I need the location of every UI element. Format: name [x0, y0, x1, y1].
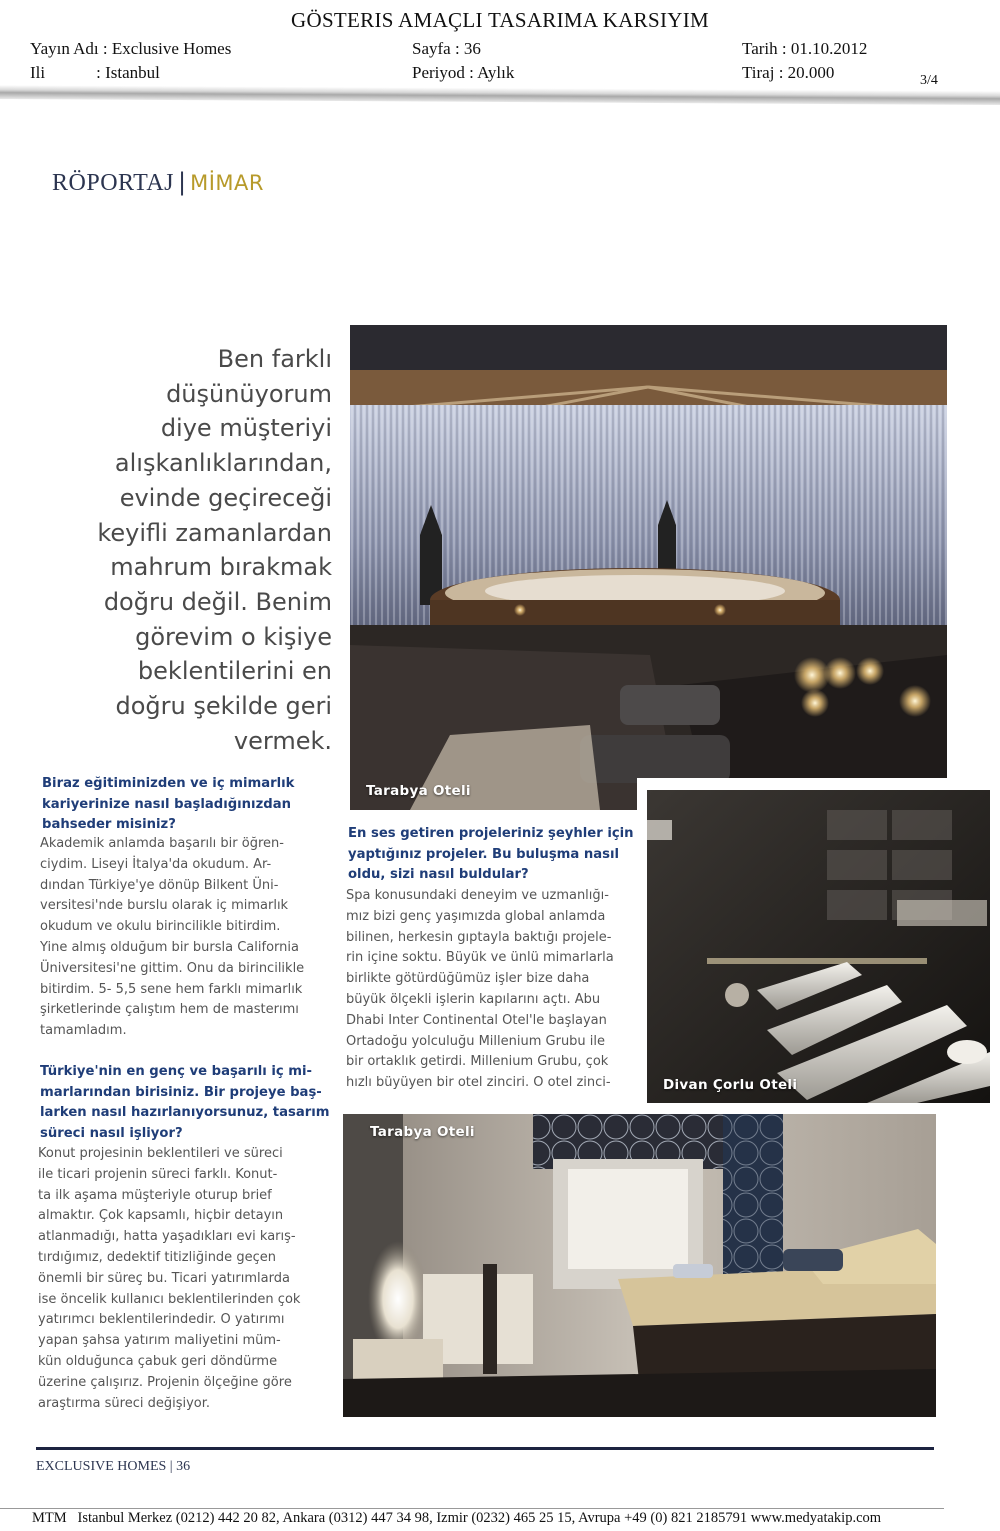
photo-loungers	[647, 790, 990, 1103]
pull-quote	[60, 342, 332, 758]
answer-line: atlanmadığı, hatta yaşadıkları evi karış-	[38, 1229, 296, 1245]
answer-line: araştırma süreci değişiyor.	[38, 1395, 211, 1411]
section-main: RÖPORTAJ	[52, 170, 174, 196]
contact-divider	[0, 1508, 944, 1509]
answer-line: önemli bir süreç bu. Ticari yatırımlarda	[38, 1270, 290, 1286]
question-line: kariyerinize nasıl başladığınızdan	[42, 796, 291, 812]
city: Ili : Istanbul	[30, 63, 160, 82]
answer-line: versitesi'nde burslu olarak iç mimarlık	[40, 898, 289, 914]
pull-quote-line: görevim o kişiye	[135, 622, 332, 651]
spa-pool-image	[350, 325, 947, 810]
question-line: Biraz eğitiminizden ve iç mimarlık	[42, 776, 295, 791]
answer-line: ta ilk aşama müşteriyle oturup brief	[38, 1187, 272, 1203]
answer-sheikh-projects	[346, 886, 614, 1094]
answer-line: ise öncelik kullanıcı beklentilerinden çok	[38, 1291, 301, 1307]
scan-divider	[0, 85, 1000, 105]
page-count: 3/4	[920, 73, 938, 88]
answer-line: Üniversitesi'ne gittim. Onu da birincilikle	[40, 960, 305, 976]
answer-line: bitirdim. 5- 5,5 sene hem farklı mimarlık	[40, 981, 303, 997]
answer-line: almaktır. Çok kapsamlı, hiçbir detayın	[38, 1208, 284, 1224]
photo-spa-pool	[350, 325, 947, 810]
pull-quote-line: keyifli zamanlardan	[97, 518, 332, 547]
section-header	[52, 168, 264, 197]
question-sheikh-projects	[348, 824, 634, 886]
answer-line: Dhabi Inter Continental Otel'le başlayan	[346, 1012, 607, 1028]
photo-caption: Divan Çorlu Oteli	[663, 1077, 798, 1093]
question-line: süreci nasıl işliyor?	[40, 1125, 183, 1141]
pull-quote-line: beklentilerini en	[137, 657, 332, 686]
date: Tarih : 01.10.2012	[742, 39, 868, 58]
answer-line: okudum ve okulu birincilikle bitirdim.	[40, 919, 281, 935]
photo-caption: Tarabya Oteli	[370, 1124, 475, 1140]
answer-line: Yine almış olduğum bir bursla California	[40, 939, 299, 955]
pull-quote-line: Ben farklı	[217, 345, 332, 373]
section-separator: |	[178, 168, 187, 196]
question-line: oldu, sizi nasıl buldular?	[348, 867, 529, 882]
pull-quote-line: diye müşteriyi	[160, 414, 332, 443]
pull-quote-line: mahrum bırakmak	[110, 553, 332, 582]
question-education	[42, 774, 294, 836]
publication-name: Yayın Adı : Exclusive Homes	[30, 39, 232, 58]
pull-quote-line: evinde geçireceği	[119, 483, 332, 512]
page-number: Sayfa : 36	[412, 39, 481, 58]
circulation: Tiraj : 20.000	[742, 63, 835, 82]
pull-quote-line: doğru şekilde geri	[115, 692, 332, 721]
answer-line: tamamladım.	[40, 1023, 127, 1039]
answer-line: üzerine çalışırız. Projenin ölçeğine göre	[38, 1374, 292, 1390]
pull-quote-line: doğru değil. Benim	[103, 587, 332, 616]
question-design-process	[40, 1062, 330, 1144]
answer-line: yatırımcı beklentilerindedir. O yatırımı	[38, 1312, 285, 1328]
answer-education	[40, 834, 304, 1042]
question-line: larken nasıl hazırlanıyorsunuz, tasarım	[40, 1105, 330, 1120]
loungers-image	[647, 790, 990, 1103]
question-line: Türkiye'nin en genç ve başarılı iç mi-	[40, 1064, 313, 1079]
question-line: bahseder misiniz?	[42, 817, 176, 832]
answer-line: Konut projesinin beklentileri ve süreci	[38, 1146, 283, 1161]
answer-line: bir ortaklık getirdi. Millenium Grubu, çok	[346, 1054, 609, 1070]
pull-quote-line: vermek.	[233, 726, 332, 755]
photo-caption: Tarabya Oteli	[366, 783, 471, 799]
answer-line: Akademik anlamda başarılı bir öğren-	[40, 836, 284, 851]
pull-quote-line: alışkanlıklarından,	[114, 449, 332, 478]
answer-line: kün olduğunca çabuk geri döndürme	[38, 1353, 278, 1369]
pull-quote-line: düşünüyorum	[166, 379, 332, 408]
answer-line: Spa konusundaki deneyim ve uzmanlığı-	[346, 888, 609, 903]
answer-line: tırdığımız, dedektif titizliğinde geçen	[38, 1249, 276, 1265]
clipping-title: GÖSTERIS AMAÇLI TASARIMA KARSIYIM	[291, 8, 709, 32]
answer-line: büyük ölçekli işlerin kapılarını açtı. Abu	[346, 991, 601, 1007]
answer-line: bilinen, herkesin gıptayla baktığı projele-	[346, 929, 612, 945]
answer-line: şirketlerinde çalıştım hem de masterımı	[40, 1002, 299, 1018]
answer-line: rin içine soktu. Büyük ve ünlü mimarlarla	[346, 950, 614, 966]
magazine-folio: EXCLUSIVE HOMES | 36	[36, 1459, 191, 1474]
period: Periyod : Aylık	[412, 63, 515, 82]
answer-line: yapan şahsa yatırım maliyetini müm-	[38, 1333, 281, 1349]
answer-line: ciydim. Liseyi İtalya'da okudum. Ar-	[40, 856, 272, 872]
photo-treatment-room	[343, 1114, 936, 1417]
section-sub: MİMAR	[190, 171, 264, 195]
answer-line: birlikte götürdüğümüz işler bize daha	[346, 971, 590, 987]
answer-line: hızlı büyüyen bir otel zinciri. O otel zinci-	[346, 1075, 611, 1091]
question-line: marlarından birisiniz. Bir projeye baş-	[40, 1084, 322, 1100]
answer-design-process	[38, 1144, 300, 1414]
answer-line: ile ticari projenin süreci farklı. Konut-	[38, 1166, 278, 1182]
answer-line: Ortadoğu yolculuğu Millenium Grubu ile	[346, 1033, 606, 1049]
answer-line: mız bizi genç yaşımızda global anlamda	[346, 908, 606, 924]
question-line: yaptığınız projeler. Bu buluşma nasıl	[348, 846, 620, 862]
agency-contact: MTM Istanbul Merkez (0212) 442 20 82, Ankara (0312) 447 34 98, Izmir (0232) 465 25 15, Avrupa +49 (0) 821 2185791 www.medyatakip.com	[32, 1510, 882, 1526]
treatment-room-image	[343, 1114, 936, 1417]
question-line: En ses getiren projeleriniz şeyhler için	[348, 826, 634, 841]
answer-line: dından Türkiye'ye dönüp Bilkent Üni-	[40, 877, 279, 893]
footer-rule	[36, 1447, 934, 1450]
photo-loungers-frame	[637, 778, 1000, 1113]
